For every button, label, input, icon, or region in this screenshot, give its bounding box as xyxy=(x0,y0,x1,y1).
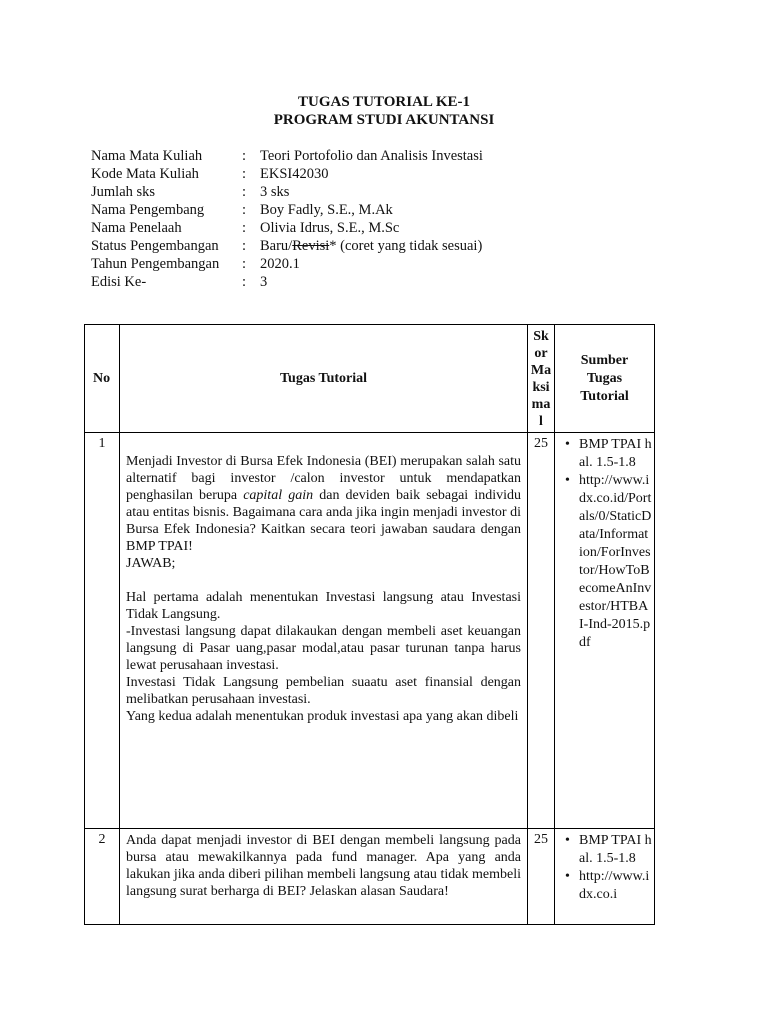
meta-label: Nama Penelaah xyxy=(91,220,182,236)
meta-label: Status Pengembangan xyxy=(91,238,219,254)
source-item: • BMP TPAI hal. 1.5-1.8 xyxy=(565,436,652,472)
row-number: 1 xyxy=(85,433,120,829)
table-header-row xyxy=(85,325,655,433)
meta-label: Kode Mata Kuliah xyxy=(91,166,199,182)
meta-row-reviewer xyxy=(91,219,483,237)
max-score: 25 xyxy=(528,829,555,925)
header-skor-line: Ma xyxy=(530,362,552,378)
source-list xyxy=(557,436,652,652)
task-question xyxy=(126,453,521,555)
question-text: Menjadi Investor di Bursa Efek Indonesia (BEI) merupakan salah satu alternatif bagi investor /calon investor untuk mendapatkan penghasilan berupa xyxy=(126,454,521,503)
header-sumber-line: Sumber xyxy=(580,352,629,368)
answer-paragraph: Investasi Tidak Langsung pembelian suaatu aset finansial dengan melibatkan perusahaan investasi. xyxy=(126,675,521,707)
header-skor-line: l xyxy=(539,413,543,429)
source-link[interactable]: • http://www.idx.co.i xyxy=(565,868,652,904)
meta-label: Nama Mata Kuliah xyxy=(91,148,203,164)
tutorial-table xyxy=(84,324,655,925)
meta-value: 3 sks xyxy=(260,184,290,200)
table-row xyxy=(85,829,655,925)
meta-row-credits xyxy=(91,183,483,201)
meta-row-edition xyxy=(91,273,483,291)
header-tugas: Tugas Tutorial xyxy=(120,325,528,433)
meta-label: Nama Pengembang xyxy=(91,202,205,218)
header-skor-line: or xyxy=(534,345,548,361)
meta-row-status xyxy=(91,237,483,255)
document-title: TUGAS TUTORIAL KE-1 xyxy=(298,94,470,110)
header-skor-line: Sk xyxy=(533,328,549,344)
meta-row-year xyxy=(91,255,483,273)
meta-colon: : xyxy=(242,166,247,182)
header-no: No xyxy=(85,325,120,433)
status-revision-struck: Revisi xyxy=(292,238,330,254)
meta-colon: : xyxy=(242,184,247,200)
meta-row-course-name xyxy=(91,147,483,165)
status-new: Baru/ xyxy=(260,238,293,254)
header-sumber xyxy=(555,325,655,433)
question-italic-term: capital gain xyxy=(243,488,314,503)
document-subtitle: PROGRAM STUDI AKUNTANSI xyxy=(273,112,495,128)
source-item: • BMP TPAI hal. 1.5-1.8 xyxy=(565,832,652,868)
task-cell xyxy=(120,829,528,925)
source-list xyxy=(557,832,652,904)
meta-value xyxy=(260,237,482,255)
source-cell xyxy=(555,433,655,829)
task-question: Anda dapat menjadi investor di BEI dengan membeli langsung pada bursa atau mewakilkannya pada fund manager. Apa yang anda lakukan jika anda diberi pilihan membeli langsung atau tidak membeli langsung surat berharga di BEI? Jelaskan alasan Saudara! xyxy=(126,833,521,899)
meta-colon: : xyxy=(242,202,247,218)
meta-value: EKSI42030 xyxy=(260,166,329,182)
meta-value: Teori Portofolio dan Analisis Investasi xyxy=(260,148,483,164)
meta-label: Edisi Ke- xyxy=(91,274,147,290)
answer-paragraph: Hal pertama adalah menentukan Investasi langsung atau Investasi Tidak Langsung. xyxy=(126,590,521,622)
meta-value: 2020.1 xyxy=(260,256,300,272)
answer-paragraph: Yang kedua adalah menentukan produk investasi apa yang akan dibeli xyxy=(126,709,519,724)
meta-colon: : xyxy=(242,238,247,254)
meta-value: Boy Fadly, S.E., M.Ak xyxy=(260,202,393,218)
header-sumber-line: Tutorial xyxy=(580,388,629,404)
meta-colon: : xyxy=(242,220,247,236)
meta-value: 3 xyxy=(260,274,268,290)
answer-paragraph: -Investasi langsung dapat dilakaukan dengan membeli aset keuangan langsung di Pasar uang,pasar modal,atau pasar turunan tanpa harus lewat perusahaan investasi. xyxy=(126,624,521,673)
source-cell xyxy=(555,829,655,925)
source-link[interactable]: • http://www.idx.co.id/Portals/0/StaticData/Information/ForInvestor/HowToBecomeAnInvestor/HTBAI-Ind-2015.pdf xyxy=(565,472,652,652)
meta-label: Jumlah sks xyxy=(91,184,156,200)
status-note: * (coret yang tidak sesuai) xyxy=(329,238,483,254)
meta-value: Olivia Idrus, S.E., M.Sc xyxy=(260,220,400,236)
question-text: dan deviden baik sebagai individu atau entitas bisnis. Bagaimana cara anda jika ingin menjadi investor di Bursa Efek Indonesia? Kaitkan secara teori jawaban saudara dengan BMP TPAI! xyxy=(126,488,521,554)
meta-colon: : xyxy=(242,274,247,290)
header-skor-line: ksi xyxy=(532,379,550,395)
meta-row-course-code xyxy=(91,165,483,183)
header-skor-line: ma xyxy=(531,396,551,412)
row-number: 2 xyxy=(85,829,120,925)
max-score: 25 xyxy=(528,433,555,829)
header-sumber-line: Tugas xyxy=(586,370,623,386)
meta-row-developer xyxy=(91,201,483,219)
meta-colon: : xyxy=(242,148,247,164)
table-row xyxy=(85,433,655,829)
header-skor xyxy=(528,325,555,433)
course-info xyxy=(91,147,483,291)
meta-colon: : xyxy=(242,256,247,272)
meta-label: Tahun Pengembangan xyxy=(91,256,220,272)
answer-heading: JAWAB; xyxy=(126,556,176,571)
task-cell xyxy=(120,433,528,829)
